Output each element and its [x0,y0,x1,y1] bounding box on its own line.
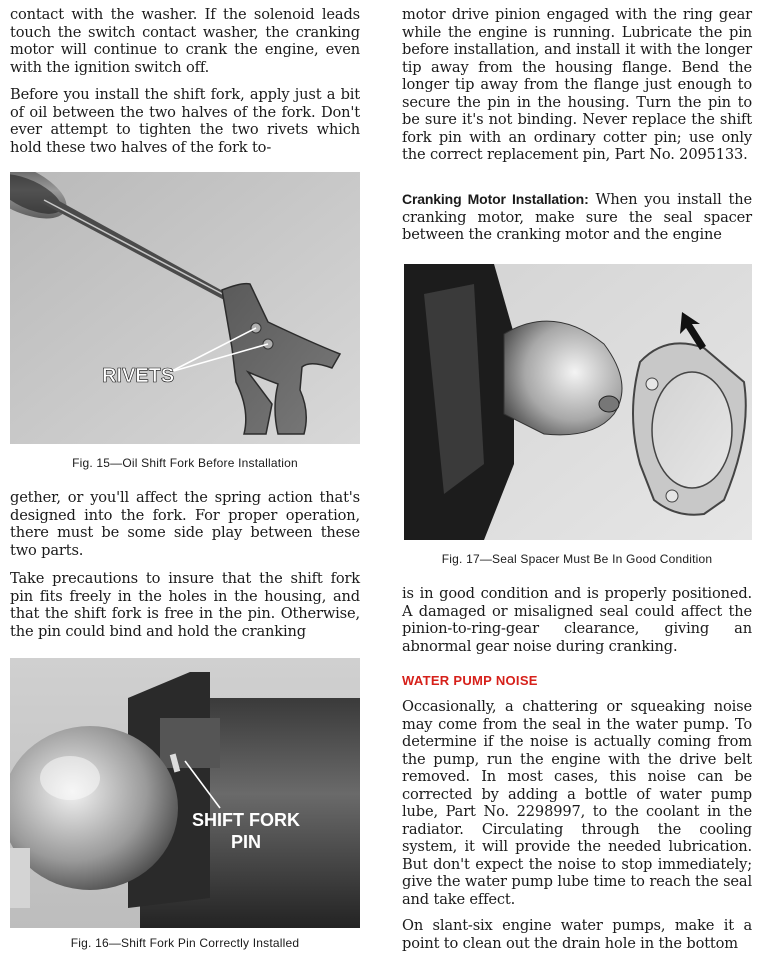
fig16-callout-line2: PIN [230,832,262,852]
fig17-caption: Fig. 17—Seal Spacer Must Be In Good Condition [441,552,713,566]
fig16-caption: Fig. 16—Shift Fork Pin Correctly Installed [70,936,300,950]
fig15-photo [10,172,360,444]
left-para-2: Before you install the shift fork, apply just a bit of oil between the two halves of the fork. Don't ever attempt to tighten the two rivets which hold these two halves of the fork to- [10,86,360,156]
right-para-4: Occasionally, a chattering or squeaking noise may come from the seal in the water pump. To determine if the noise is actually coming from the pump, run the engine with the drive belt removed. In most cases, this noise can be corrected by adding a bottle of water pump lube, Part No. 2298997, to the coolant in the radiator. Circulating through the cooling system, it will provide the needed lubrication. But don't expect the noise to stop immediately; give the water pump lube time to reach the seal and take effect. [402,698,752,908]
fig17-photo [404,264,752,540]
right-para-1: motor drive pinion engaged with the ring gear while the engine is running. Lubricate the pin before installation, and install it with the longer tip away from the housing flange. Bend the longer tip away from the flange just enough to secure the pin in the housing. Turn the pin to be sure it's not binding. Never replace the shift fork pin with an ordinary cotter pin; use only the correct replacement pin, Part No. 2095133. [402,6,752,163]
fig16-photo [10,658,360,928]
left-para-3: gether, or you'll affect the spring action that's designed into the fork. For proper operation, there must be some side play between these two parts. [10,489,360,559]
right-para-2-text: When you install the cranking motor, make sure the seal spacer between the cranking motor and the engine [402,191,752,243]
right-para-3: is in good condition and is properly positioned. A damaged or misaligned seal could affect the pinion-to-ring-gear clearance, giving an abnormal gear noise during cranking. [402,585,752,655]
left-para-1: contact with the washer. If the solenoid leads touch the switch contact washer, the cranking motor will continue to crank the engine, even with the ignition switch off. [10,6,360,76]
left-para-4: Take precautions to insure that the shift fork pin fits freely in the holes in the housing, and that the shift fork is free in the pin. Otherwise, the pin could bind and hold the cranking [10,570,360,640]
right-para-2 [402,191,752,244]
right-para-5: On slant-six engine water pumps, make it a point to clean out the drain hole in the bottom [402,917,752,952]
fig15-callout-rivets: RIVETS [102,365,175,387]
fig15-caption: Fig. 15—Oil Shift Fork Before Installation [72,456,298,470]
cranking-motor-lead: Cranking Motor Installation: [402,191,589,207]
water-pump-noise-heading: WATER PUMP NOISE [402,673,538,688]
fig16-callout-line1: SHIFT FORK [192,810,300,830]
